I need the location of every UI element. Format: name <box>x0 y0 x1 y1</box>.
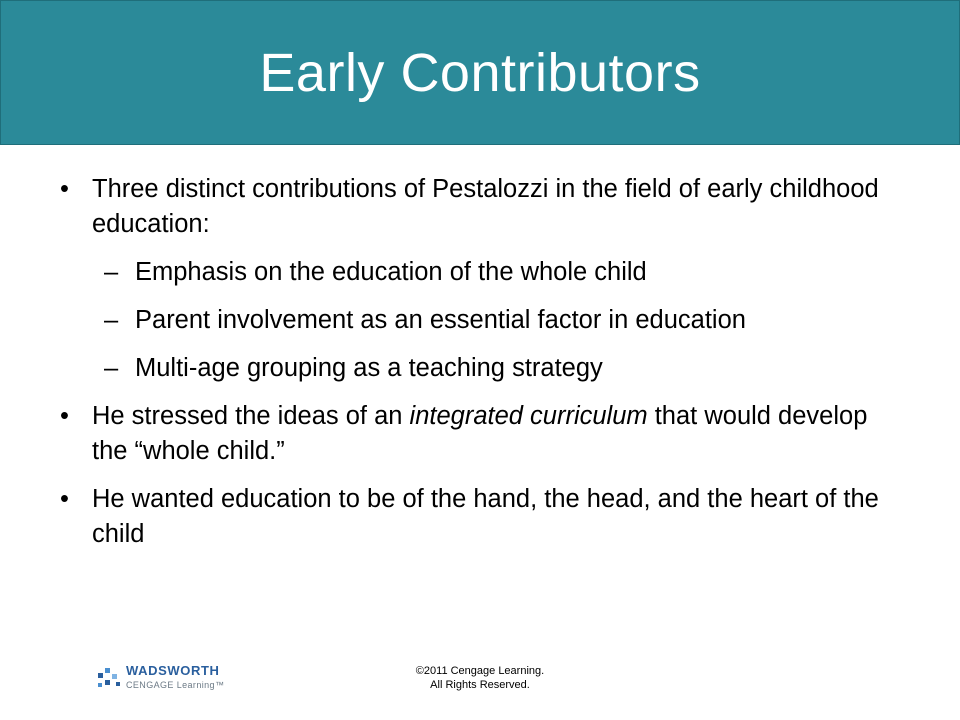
sub-item-text: Multi-age grouping as a teaching strategy <box>135 354 603 382</box>
bullet-item <box>60 482 880 552</box>
sub-item <box>60 303 880 338</box>
dash-marker: – <box>104 306 119 334</box>
logo-wordmark: WADSWORTH <box>126 663 220 678</box>
bullet-text-before: He stressed the ideas of an <box>92 402 410 430</box>
bullet-text: He wanted education to be of the hand, the head, and the heart of the child <box>92 485 879 548</box>
bullet-text-after: that would develop the “whole child.” <box>92 402 868 465</box>
sub-item <box>60 351 880 386</box>
slide-title: Early Contributors <box>259 42 701 103</box>
bullet-text: Three distinct contributions of Pestalozzi in the field of early childhood education: <box>92 175 879 238</box>
bullet-marker: • <box>60 175 69 203</box>
bullet-text-italic: integrated curriculum <box>409 402 648 430</box>
rights-line: All Rights Reserved. <box>430 679 530 691</box>
slide-content <box>60 172 880 565</box>
bullet-item <box>60 172 880 242</box>
dash-marker: – <box>104 258 119 286</box>
sub-item-text: Emphasis on the education of the whole child <box>135 258 647 286</box>
bullet-item <box>60 399 880 469</box>
sub-item <box>60 255 880 290</box>
copyright-notice <box>380 664 580 692</box>
sub-item-text: Parent involvement as an essential factor in education <box>135 306 746 334</box>
dash-marker: – <box>104 354 119 382</box>
bullet-marker: • <box>60 402 69 430</box>
title-bar <box>0 0 960 145</box>
logo-subtext: CENGAGE Learning™ <box>126 680 225 690</box>
bullet-marker: • <box>60 485 69 513</box>
cengage-logo-icon <box>96 665 122 691</box>
copyright-line: ©2011 Cengage Learning. <box>415 665 545 677</box>
wadsworth-logo <box>96 665 224 691</box>
